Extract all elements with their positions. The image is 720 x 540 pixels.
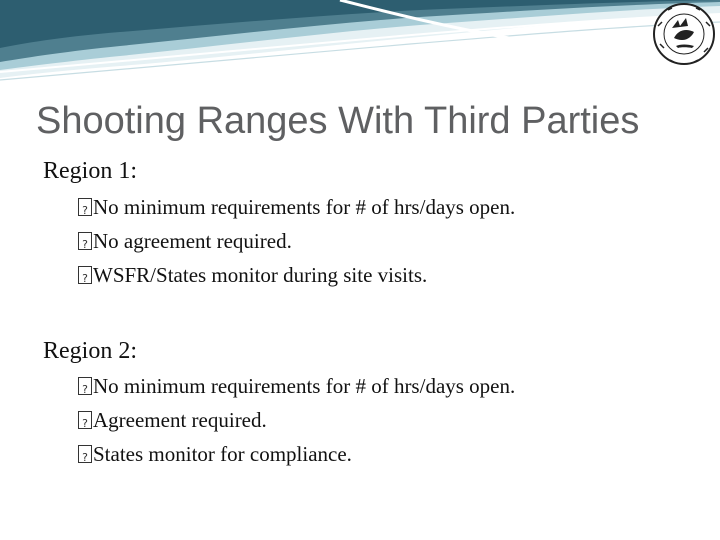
- list-item-text: States monitor for compliance.: [93, 442, 352, 466]
- list-item: [78, 193, 515, 227]
- missing-glyph-box-icon: [78, 232, 92, 250]
- region-2-bullet-list: [78, 372, 515, 474]
- list-item: [78, 440, 515, 474]
- list-item: [78, 372, 515, 406]
- section-heading-region-2: Region 2:: [43, 338, 137, 364]
- section-heading-region-1: Region 1:: [43, 158, 137, 184]
- list-item-text: Agreement required.: [93, 408, 267, 432]
- logo-seal: [648, 0, 720, 72]
- list-item-text: WSFR/States monitor during site visits.: [93, 263, 428, 287]
- list-item: [78, 227, 515, 261]
- region-1-bullet-list: [78, 193, 515, 295]
- list-item-text: No minimum requirements for # of hrs/days open.: [93, 374, 516, 398]
- missing-glyph-box-icon: [78, 411, 92, 429]
- missing-glyph-box-icon: [78, 266, 92, 284]
- header-wave-decoration: [0, 0, 720, 90]
- missing-glyph-box-icon: [78, 198, 92, 216]
- list-item-text: No agreement required.: [93, 229, 292, 253]
- page-title: Shooting Ranges With Third Parties: [36, 100, 640, 142]
- missing-glyph-box-icon: [78, 445, 92, 463]
- missing-glyph-box-icon: [78, 377, 92, 395]
- list-item: [78, 406, 515, 440]
- list-item-text: No minimum requirements for # of hrs/days open.: [93, 195, 516, 219]
- list-item: [78, 261, 515, 295]
